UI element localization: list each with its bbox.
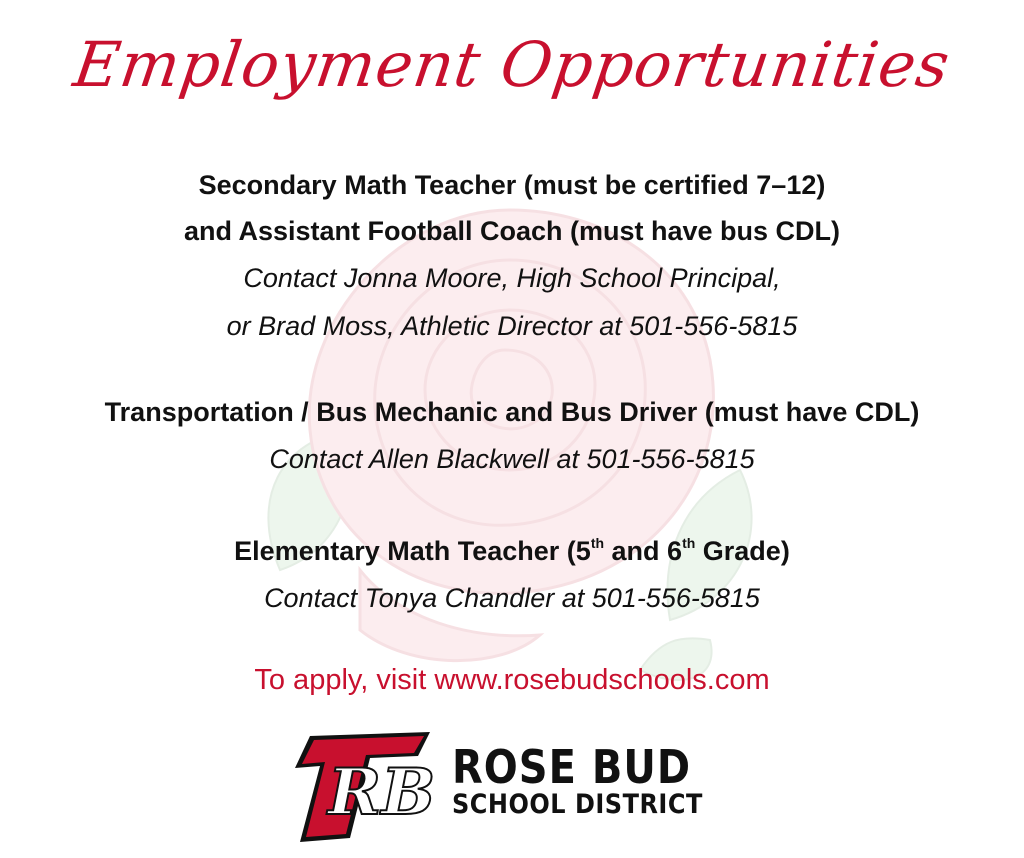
district-subname: SCHOOL DISTRICT [452, 788, 703, 820]
job-title-line: Elementary Math Teacher (5th and 6th Grade) [234, 535, 790, 566]
job-contact-line: Contact Jonna Moore, High School Principal, [243, 263, 781, 293]
svg-text:RB: RB [328, 755, 436, 830]
job-title-line: and Assistant Football Coach (must have bus CDL) [183, 216, 841, 246]
district-logo [290, 726, 740, 846]
rb-monogram-logo [290, 726, 440, 844]
apply-link-text[interactable]: To apply, visit www.rosebudschools.com [254, 664, 770, 696]
page-title: Employment Opportunities [69, 28, 955, 101]
job-listing-1 [0, 162, 1024, 350]
job-contact-line: Contact Tonya Chandler at 501-556-5815 [264, 583, 760, 613]
district-name: ROSE BUD [452, 741, 692, 795]
job-title-line: Transportation / Bus Mechanic and Bus Driver (must have CDL) [104, 397, 920, 427]
job-listing-2 [0, 389, 1024, 483]
job-listing-3 [0, 528, 1024, 622]
job-contact-line: Contact Allen Blackwell at 501-556-5815 [269, 444, 755, 474]
job-contact-line: or Brad Moss, Athletic Director at 501-556-5815 [226, 311, 798, 341]
job-title-line: Secondary Math Teacher (must be certified 7–12) [198, 170, 826, 200]
